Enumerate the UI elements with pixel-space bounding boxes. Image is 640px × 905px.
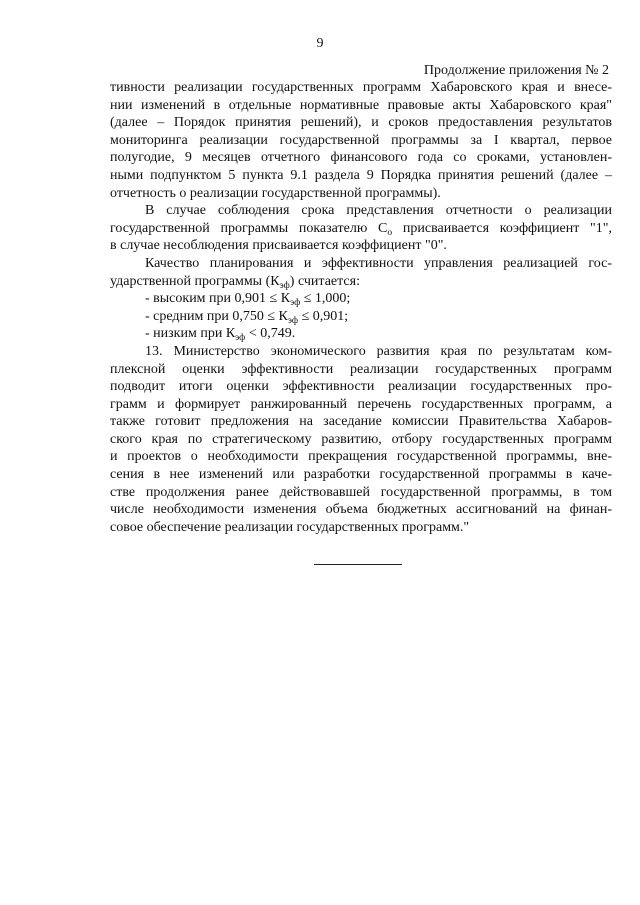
page-number: 9	[316, 36, 324, 51]
paragraph-item-13	[110, 343, 612, 537]
paragraph-evaluation-procedure	[110, 79, 612, 202]
subscript-o: о	[387, 227, 393, 238]
text-line: совое обеспечение реализации государственных программ."	[110, 519, 470, 535]
text-line: В случае соблюдения срока представления отчетности о реализации	[145, 203, 612, 219]
annex-continuation-label: Продолжение приложения № 2	[423, 63, 609, 78]
rating-high	[110, 290, 612, 308]
subscript-ef: эф	[287, 315, 299, 326]
subscript-ef: эф	[290, 298, 301, 309]
text-fragment: - высоким при 0,901 ≤ К	[145, 291, 291, 307]
end-of-document-rule	[314, 564, 402, 565]
text-fragment: ударственной программы (К	[110, 273, 280, 289]
text-line: (далее – Порядок принятия решений), и сроков предоставления результатов	[110, 115, 612, 131]
text-line: 13. Министерство экономического развития края по результатам ком-	[145, 343, 612, 359]
subscript-ef: эф	[235, 333, 246, 344]
text-line: мониторинга реализации государственной программы за I квартал, первое	[110, 132, 612, 148]
text-line: ского края по стратегическому развитию, отбору государственных программ	[110, 431, 612, 447]
paragraph-planning-quality	[110, 255, 612, 290]
text-line: грамм и формирует ранжированный перечень государственных программ, а	[110, 396, 612, 412]
document-body	[110, 79, 612, 536]
text-line	[110, 220, 612, 238]
text-line: числе необходимости изменения объема бюджетных ассигнований на финан-	[110, 502, 612, 518]
paragraph-reporting-coefficient	[110, 202, 612, 255]
text-line: плексной оценки эффективности реализации государственных программ	[110, 361, 612, 377]
text-line: сения в нее изменений или разработки государственной программы в каче-	[110, 467, 612, 483]
text-fragment: ≤ 0,901;	[298, 308, 349, 324]
text-line: нии изменений в отдельные нормативные правовые акты Хабаровского края"	[110, 97, 612, 113]
text-line: Качество планирования и эффективности управления реализацией гос-	[145, 255, 612, 271]
text-line: отчетность о реализации государственной программы).	[110, 185, 441, 201]
subscript-ef: эф	[279, 280, 290, 291]
text-fragment: < 0,749.	[245, 326, 296, 342]
text-line	[110, 273, 612, 291]
text-fragment: государственной программы показателю С	[110, 220, 388, 236]
rating-medium	[110, 308, 612, 326]
text-line: полугодие, 9 месяцев отчетного финансового года со сроками, установлен-	[110, 150, 612, 166]
text-line: тивности реализации государственных программ Хабаровского края и внесе-	[110, 80, 612, 95]
text-line: стве продолжения ранее действовавшей государственной программы, в том	[110, 484, 612, 500]
text-fragment: ≤ 1,000;	[300, 291, 351, 307]
text-line: и проектов о необходимости прекращения государственной программы, вне-	[110, 449, 612, 465]
text-fragment: - средним при 0,750 ≤ К	[145, 308, 288, 324]
text-line: подводит итоги оценки эффективности реализации государственных про-	[110, 379, 612, 395]
text-line: также готовит предложения на заседание комиссии Правительства Хабаров-	[110, 414, 612, 430]
text-line: ными подпунктом 5 пункта 9.1 раздела 9 Порядка принятия решений (далее –	[110, 167, 612, 183]
text-fragment: присваивается коэффициент "1",	[392, 220, 612, 236]
text-fragment: - низким при К	[145, 326, 236, 342]
text-line: в случае несоблюдения присваивается коэффициент "0".	[110, 238, 447, 254]
rating-list	[110, 290, 612, 343]
rating-low	[110, 325, 612, 343]
text-fragment: ) считается:	[289, 273, 360, 289]
